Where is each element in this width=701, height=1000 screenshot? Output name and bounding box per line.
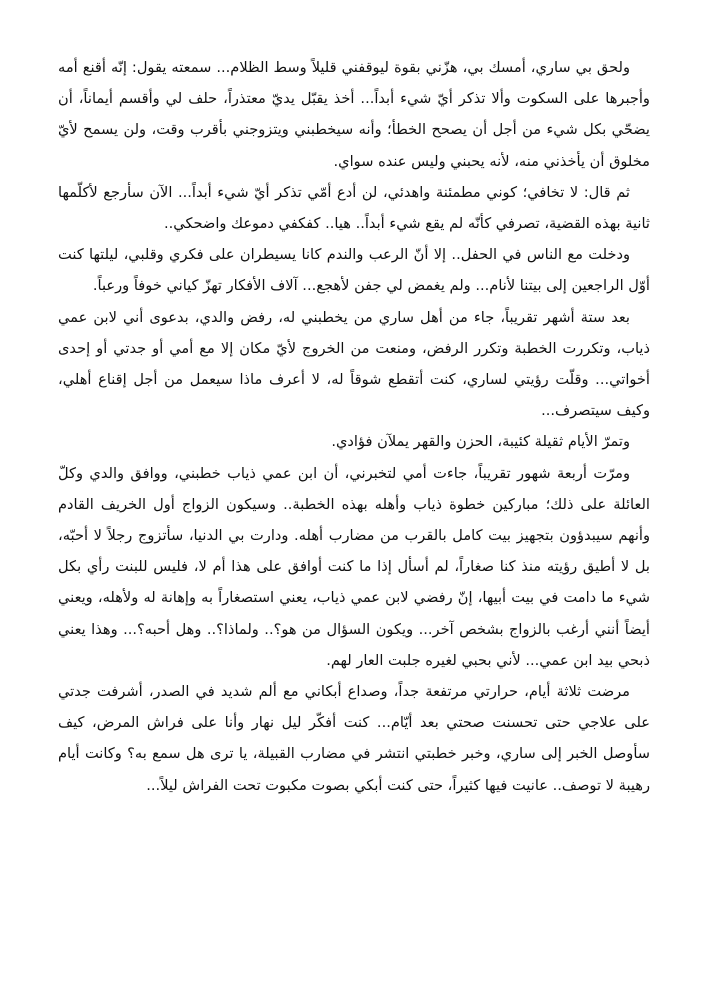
paragraph: مرضت ثلاثة أيام، حرارتي مرتفعة جداً، وصداع أبكاني مع ألم شديد في الصدر، أشرفت جدتي على علاجي حتى تحسنت صحتي بعد أيّام... كنت أفكّر ليل نهار وأنا على فراش المرض، كيف سأوصل الخبر إلى ساري، وخبر خطبتي انتشر في مضارب القبيلة، يا ترى هل سمع به؟ وكانت أيام رهيبة لا توصف.. عانيت فيها كثيراً، حتى كنت أبكي بصوت مكبوت تحت الفراش ليلاً... xyxy=(58,683,650,794)
paragraph: بعد ستة أشهر تقريباً، جاء من أهل ساري من يخطبني له، رفض والدي، بدعوى أني لابن عمي ذياب، وتكررت الخطبة وتكرر الرفض، ومنعت من الخروج لأيّ مكان إلا مع أمي أو جدتي أو إحدى أخواتي... وقلّت رؤيتي لساري، كنت أتقطع شوقاً له، لا أعرف ماذا سيعمل من أجل إقناع أهلي، وكيف سيتصرف... xyxy=(58,308,650,420)
paragraph: ودخلت مع الناس في الحفل.. إلا أنّ الرعب والندم كانا يسيطران على فكري وقلبي، ليلتها كنت أوّل الراجعين إلى بيتنا لأنام... ولم يغمض لي جفن لأهجع... آلاف الأفكار تهزّ كياني خوفاً ورعباً. xyxy=(58,246,650,295)
document-page xyxy=(58,52,650,801)
paragraph: ومرّت أربعة شهور تقريباً، جاءت أمي لتخبرني، أن ابن عمي ذياب خطبني، ووافق والدي وكلّ العائلة على ذلك؛ مباركين خطوة ذياب وأهله بهذه الخطبة.. وسيكون الزواج أول الخريف القادم وأنهم سيبدؤون بتجهيز بيت كامل بالقرب من مضارب أهله. ودارت بي الدنيا، سأتزوج رجلاً لا أحبّه، بل لا أطيق رؤيته منذ كنا صغاراً، لم أسأل إذا ما كنت أوافق على هذا أم لا، فليس للبنت رأي بكل شيء ما دامت في بيت أبيها، إنّ رفضي لابن عمي ذياب، يعني استصغاراً به وإهانة له ولأهله، ويعني أيضاً أنني أرغب بالزواج بشخص آخر... ويكون السؤال من هو؟.. ولماذا؟.. وهل أحبه؟... وهذا يعني ذبحي بيد ابن عمي... لأني بحبي لغيره جلبت العار لهم. xyxy=(58,464,650,669)
paragraph: ولحق بي ساري، أمسك بي، هزّني بقوة ليوقفني قليلاً وسط الظلام... سمعته يقول: إنّه أقنع أمه وأجبرها على السكوت وألا تذكر أيّ شيء أبداً... أخذ يقبّل يديّ معتذراً، حلف لي وأقسم أيماناً، أن يضحّي بكل شيء من أجل أن يصحح الخطأ؛ وأنه سيخطبني ويتزوجني بأقرب وقت، ولن يسمح لأيّ مخلوق أن يأخذني منه، لأنه يحبني وليس عنده سواي. xyxy=(58,59,650,170)
paragraph: وتمرّ الأيام ثقيلة كئيبة، الحزن والقهر يملآن فؤادي. xyxy=(331,433,630,451)
paragraph: ثم قال: لا تخافي؛ كوني مطمئنة واهدئي، لن أدع أمّي تذكر أيّ شيء أبداً... الآن سأرجع لأكلّمها ثانية بهذه القضية، تصرفي كأنّه لم يقع شيء أبداً.. هيا.. كفكفي دموعك واضحكي.. xyxy=(58,183,650,233)
